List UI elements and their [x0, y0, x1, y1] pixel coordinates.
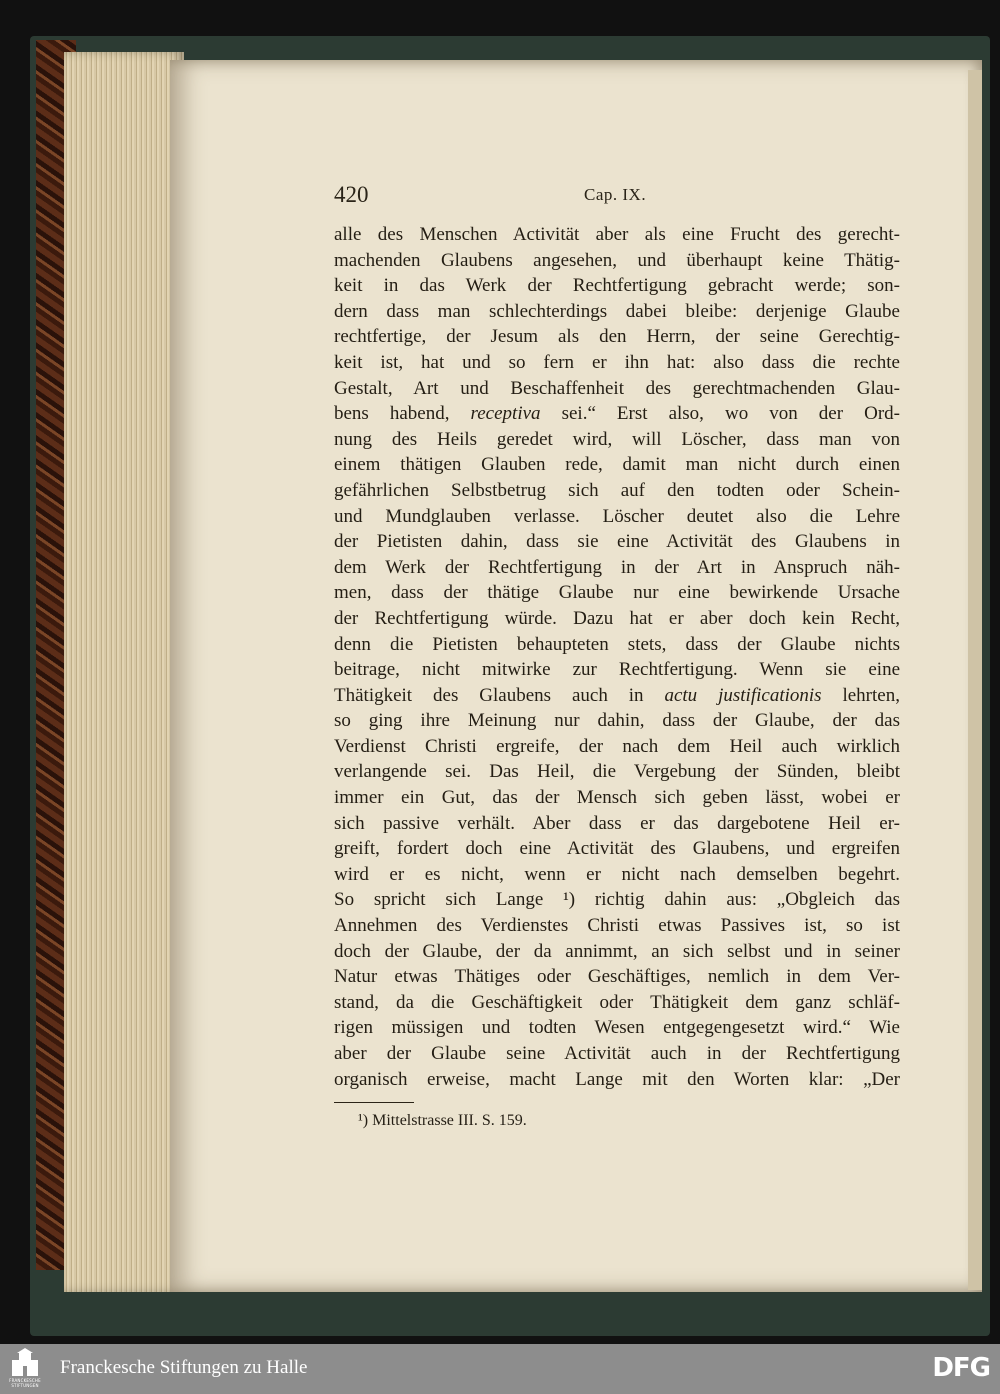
body-text: [334, 222, 900, 1092]
page-right-edge: [968, 70, 982, 1290]
text-line: Verdienst Christi ergreife, der nach dem Heil auch wirklich: [334, 735, 900, 757]
page-header: [334, 182, 900, 212]
text-line: denn die Pietisten behaupteten stets, dass der Glaube nichts: [334, 633, 900, 655]
page-number: 420: [334, 182, 369, 207]
text-line: So spricht sich Lange ¹) richtig dahin aus: „Obgleich das: [334, 889, 900, 911]
institution-logo-icon: [8, 1348, 42, 1378]
footer-bar: [0, 1344, 1000, 1394]
text-line: bens habend, receptiva sei.“ Erst also, wo von der Ord-: [334, 403, 900, 425]
text-line: Natur etwas Thätiges oder Geschäftiges, nemlich in dem Ver-: [334, 966, 900, 988]
text-line: men, dass der thätige Glaube nur eine bewirkende Ursache: [334, 582, 900, 604]
text-line: beitrage, nicht mitwirke zur Rechtfertigung. Wenn sie eine: [334, 659, 900, 681]
institution-logo: [8, 1348, 42, 1390]
text-line: keit in das Werk der Rechtfertigung gebracht werde; son-: [334, 275, 900, 297]
text-line: rigen müssigen und todten Wesen entgegengesetzt wird.“ Wie: [334, 1017, 900, 1039]
footnote-mark: ¹): [358, 1112, 369, 1129]
running-head: Cap. IX.: [584, 185, 647, 204]
logo-text: FRANCKESCHE STIFTUNGEN: [9, 1378, 41, 1388]
text-line: Gestalt, Art und Beschaffenheit des gerechtmachenden Glau-: [334, 377, 900, 399]
footnote: [358, 1112, 527, 1130]
text-line: und Mundglauben verlasse. Löscher deutet also die Lehre: [334, 505, 900, 527]
text-line: organisch erweise, macht Lange mit den Worten klar: „Der: [334, 1068, 900, 1090]
text-line: verlangende sei. Das Heil, die Vergebung der Sünden, bleibt: [334, 761, 900, 783]
institution-name: Franckesche Stiftungen zu Halle: [60, 1357, 308, 1378]
text-line: aber der Glaube seine Activität auch in der Rechtfertigung: [334, 1043, 900, 1064]
text-line: alle des Menschen Activität aber als eine Frucht des gerecht-: [334, 224, 900, 245]
text-line: der Rechtfertigung würde. Dazu hat er aber doch kein Recht,: [334, 607, 900, 629]
text-line: gefährlichen Selbstbetrug sich auf den todten oder Schein-: [334, 479, 900, 501]
page-block-edge: [64, 52, 184, 1292]
text-line: so ging ihre Meinung nur dahin, dass der Glaube, der das: [334, 710, 900, 732]
footnote-text: Mittelstrasse III. S. 159.: [372, 1112, 527, 1129]
text-line: dem Werk der Rechtfertigung in der Art in Anspruch näh-: [334, 556, 900, 578]
text-line: wird er es nicht, wenn er nicht nach demselben begehrt.: [334, 863, 900, 885]
italic-phrase: receptiva: [470, 403, 541, 425]
text-line: immer ein Gut, das der Mensch sich geben lässt, wobei er: [334, 787, 900, 809]
text-line: der Pietisten dahin, dass sie eine Activität des Glaubens in: [334, 531, 900, 553]
text-line: machenden Glaubens angesehen, und überhaupt keine Thätig-: [334, 249, 900, 271]
text-line: einem thätigen Glauben rede, damit man nicht durch einen: [334, 454, 900, 476]
text-line: dern dass man schlechterdings dabei bleibe: derjenige Glaube: [334, 300, 900, 322]
dfg-logo: DFG: [932, 1353, 990, 1383]
text-line: doch der Glaube, der da annimmt, an sich selbst und in seiner: [334, 940, 900, 962]
text-line: Thätigkeit des Glaubens auch in actu justificationis lehrten,: [334, 684, 900, 706]
text-line: nung des Heils geredet wird, will Löscher, dass man von: [334, 428, 900, 450]
text-line: rechtfertige, der Jesum als den Herrn, der seine Gerechtig-: [334, 326, 900, 348]
text-line: Annehmen des Verdienstes Christi etwas Passives ist, so ist: [334, 915, 900, 937]
text-line: keit ist, hat und so fern er ihn hat: also dass die rechte: [334, 351, 900, 373]
italic-phrase: actu justificationis: [664, 684, 822, 706]
footnote-rule: [334, 1102, 414, 1103]
text-line: stand, da die Geschäftigkeit oder Thätigkeit dem ganz schläf-: [334, 991, 900, 1013]
text-line: greift, fordert doch eine Activität des Glaubens, und ergreifen: [334, 838, 900, 860]
text-line: sich passive verhält. Aber dass er das dargebotene Heil er-: [334, 812, 900, 834]
